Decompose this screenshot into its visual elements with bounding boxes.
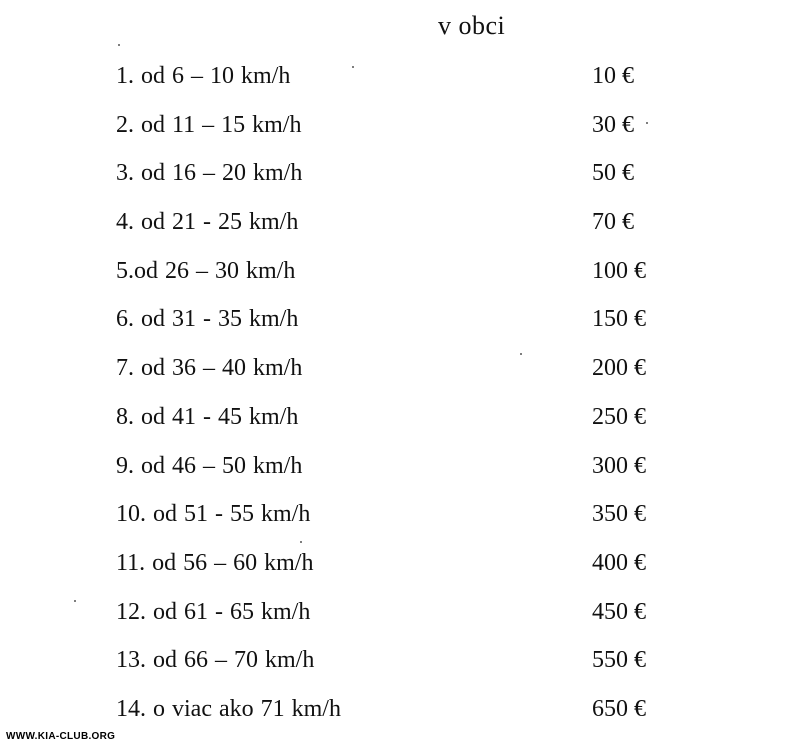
list-item (116, 301, 676, 350)
list-item (116, 155, 676, 204)
scan-speck (520, 353, 522, 355)
fine-amount: 650 € (592, 695, 646, 722)
list-item (116, 496, 676, 545)
speed-range-label: 10. od 51 - 55 km/h (116, 501, 311, 528)
speed-range-label: 5.od 26 – 30 km/h (116, 257, 296, 284)
fine-amount: 150 € (592, 306, 646, 333)
fine-amount: 350 € (592, 501, 646, 528)
fine-list (116, 58, 676, 740)
list-item (116, 58, 676, 107)
list-item (116, 107, 676, 156)
speed-range-label: 11. od 56 – 60 km/h (116, 549, 314, 576)
speed-range-label: 3. od 16 – 20 km/h (116, 160, 303, 187)
speed-range-label: 12. od 61 - 65 km/h (116, 598, 311, 625)
fine-amount: 450 € (592, 598, 646, 625)
fine-amount: 550 € (592, 647, 646, 674)
scan-speck (300, 541, 302, 543)
speed-range-label: 8. od 41 - 45 km/h (116, 403, 299, 430)
speed-range-label: 6. od 31 - 35 km/h (116, 306, 299, 333)
list-item (116, 691, 676, 740)
speed-range-label: 1. od 6 – 10 km/h (116, 63, 291, 89)
page-heading: v obci (438, 11, 506, 40)
list-item (116, 350, 676, 399)
scan-speck (118, 44, 120, 46)
scan-speck (646, 122, 648, 124)
fine-amount: 300 € (592, 452, 646, 479)
list-item (116, 448, 676, 497)
list-item (116, 545, 676, 594)
list-item (116, 642, 676, 691)
fine-amount: 70 € (592, 209, 634, 236)
fine-amount: 30 € (592, 111, 634, 138)
fine-amount: 250 € (592, 403, 646, 430)
speed-range-label: 2. od 11 – 15 km/h (116, 111, 302, 138)
fine-amount: 200 € (592, 355, 646, 382)
speed-range-label: 13. od 66 – 70 km/h (116, 647, 315, 674)
list-item (116, 253, 676, 302)
speed-range-label: 14. o viac ako 71 km/h (116, 695, 341, 722)
fine-amount: 400 € (592, 549, 646, 576)
list-item (116, 594, 676, 643)
list-item (116, 399, 676, 448)
scan-speck (74, 600, 76, 602)
fine-amount: 50 € (592, 160, 634, 187)
speed-range-label: 9. od 46 – 50 km/h (116, 452, 303, 479)
speed-range-label: 7. od 36 – 40 km/h (116, 355, 303, 382)
speed-range-label: 4. od 21 - 25 km/h (116, 209, 299, 236)
watermark: WWW.KIA-CLUB.ORG (6, 731, 116, 742)
fine-amount: 100 € (592, 257, 646, 284)
fine-amount: 10 € (592, 63, 634, 89)
scan-speck (352, 66, 354, 68)
list-item (116, 204, 676, 253)
